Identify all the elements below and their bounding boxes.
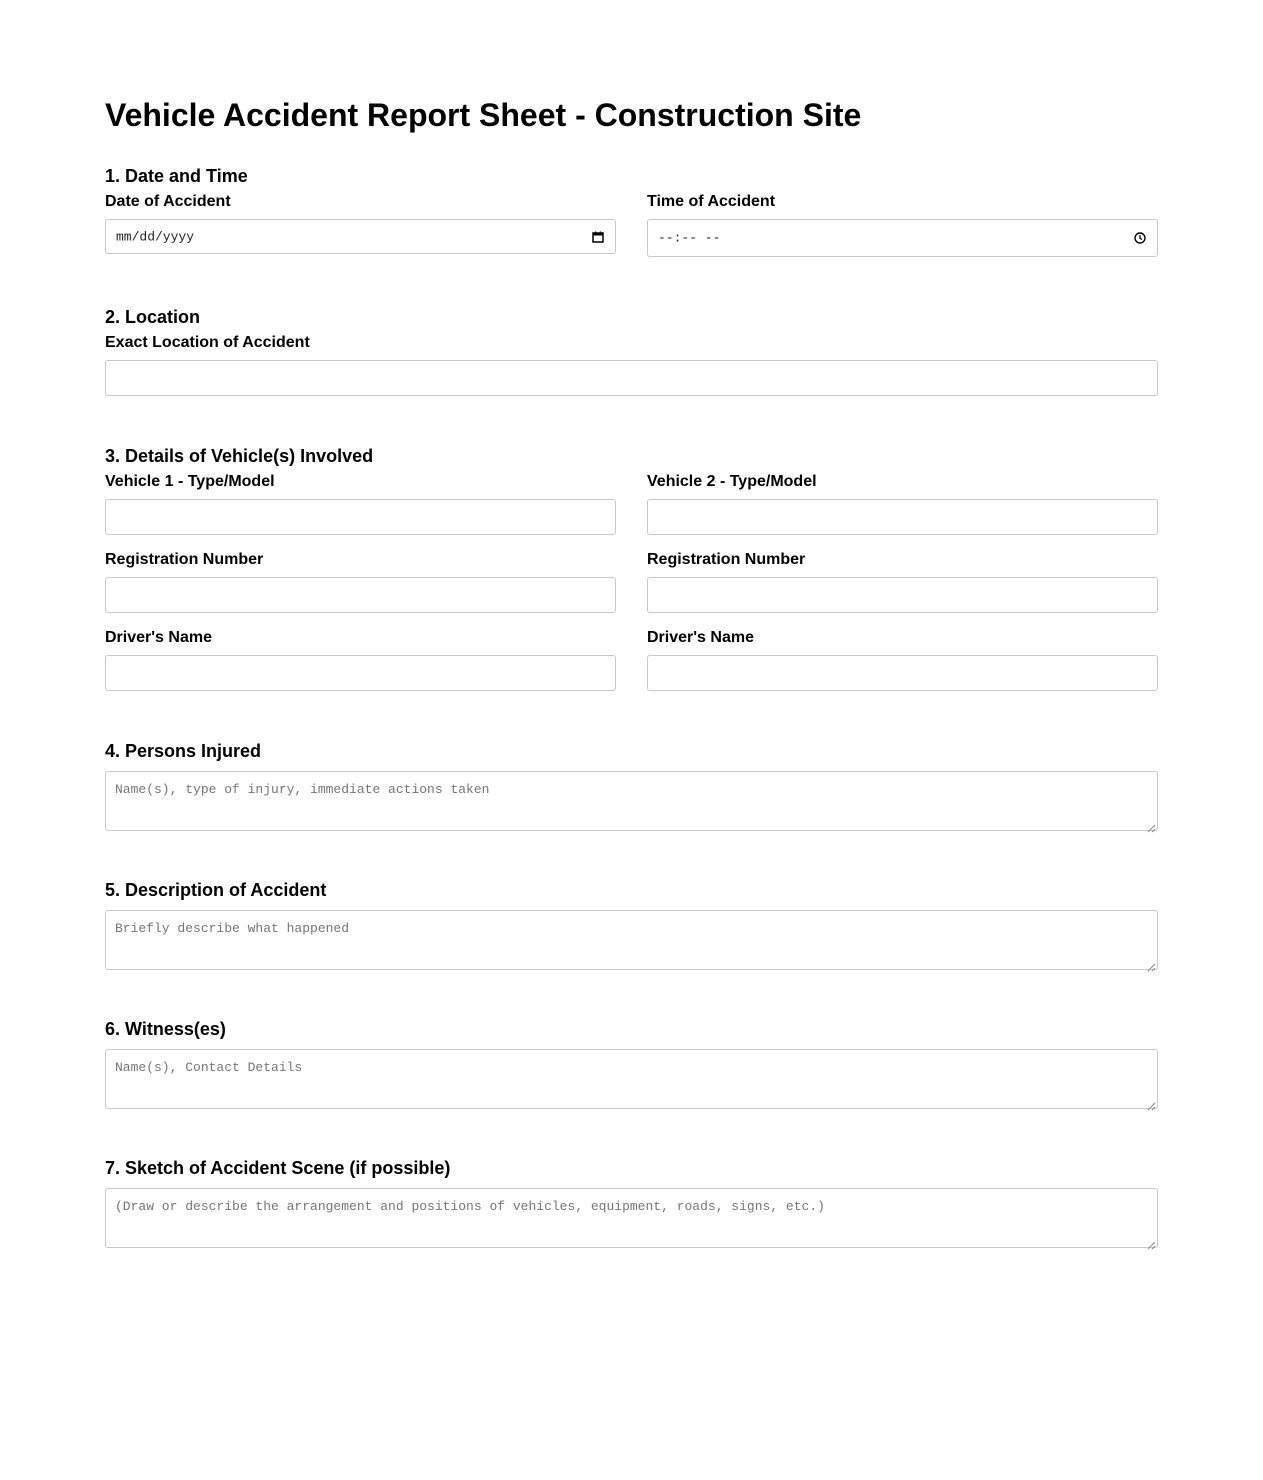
date-value: mm/dd/yyyy <box>116 229 195 244</box>
section-vehicles <box>105 445 1158 691</box>
location-input[interactable] <box>105 360 1158 396</box>
vehicle-2-type-input[interactable] <box>647 499 1158 535</box>
section-title: 3. Details of Vehicle(s) Involved <box>105 446 374 466</box>
resize-handle-icon[interactable] <box>1147 959 1156 968</box>
time-label: Time of Accident <box>647 193 776 210</box>
witnesses-textarea[interactable] <box>105 1049 1158 1109</box>
vehicle-2-type-label: Vehicle 2 - Type/Model <box>647 473 817 490</box>
section-title: 6. Witness(es) <box>105 1019 226 1039</box>
section-sketch <box>105 1157 1158 1248</box>
resize-handle-icon[interactable] <box>1147 1237 1156 1246</box>
vehicle-1-driver-input[interactable] <box>105 655 616 691</box>
time-field-group <box>647 187 1158 257</box>
date-label: Date of Accident <box>105 193 231 210</box>
vehicle-1-reg-input[interactable] <box>105 577 616 613</box>
section-title: 5. Description of Accident <box>105 880 327 900</box>
vehicle-2-driver-label: Driver's Name <box>647 629 754 646</box>
sketch-textarea[interactable] <box>105 1188 1158 1248</box>
section-title: 4. Persons Injured <box>105 741 262 761</box>
section-title: 1. Date and Time <box>105 166 248 186</box>
witnesses-placeholder: Name(s), Contact Details <box>115 1060 303 1075</box>
time-value: --:-- -- <box>658 230 721 246</box>
vehicle-2-reg-input[interactable] <box>647 577 1158 613</box>
vehicle-1-group <box>105 467 616 691</box>
description-placeholder: Briefly describe what happened <box>115 921 350 936</box>
injured-placeholder: Name(s), type of injury, immediate actions taken <box>115 782 490 797</box>
resize-handle-icon[interactable] <box>1147 820 1156 829</box>
resize-handle-icon[interactable] <box>1147 1098 1156 1107</box>
page-title: Vehicle Accident Report Sheet - Construction Site <box>105 97 862 133</box>
clock-icon[interactable] <box>1133 231 1147 245</box>
sketch-placeholder: (Draw or describe the arrangement and positions of vehicles, equipment, roads, signs, etc.) <box>115 1199 825 1214</box>
section-title: 2. Location <box>105 307 201 327</box>
calendar-icon[interactable] <box>591 230 605 244</box>
section-title: 7. Sketch of Accident Scene (if possible) <box>105 1158 451 1178</box>
date-field-group <box>105 187 616 257</box>
vehicle-1-reg-label: Registration Number <box>105 551 264 568</box>
section-persons-injured <box>105 740 1158 831</box>
section-location <box>105 306 1158 396</box>
vehicle-1-type-input[interactable] <box>105 499 616 535</box>
description-textarea[interactable] <box>105 910 1158 970</box>
vehicle-2-driver-input[interactable] <box>647 655 1158 691</box>
section-description <box>105 879 1158 970</box>
date-input[interactable] <box>105 219 616 254</box>
location-label: Exact Location of Accident <box>105 334 310 351</box>
time-input[interactable] <box>647 219 1158 257</box>
injured-textarea[interactable] <box>105 771 1158 831</box>
vehicle-2-group <box>647 467 1158 691</box>
vehicle-1-type-label: Vehicle 1 - Type/Model <box>105 473 275 490</box>
section-date-time <box>105 165 1158 257</box>
vehicle-1-driver-label: Driver's Name <box>105 629 212 646</box>
vehicle-2-reg-label: Registration Number <box>647 551 806 568</box>
section-witnesses <box>105 1018 1158 1109</box>
